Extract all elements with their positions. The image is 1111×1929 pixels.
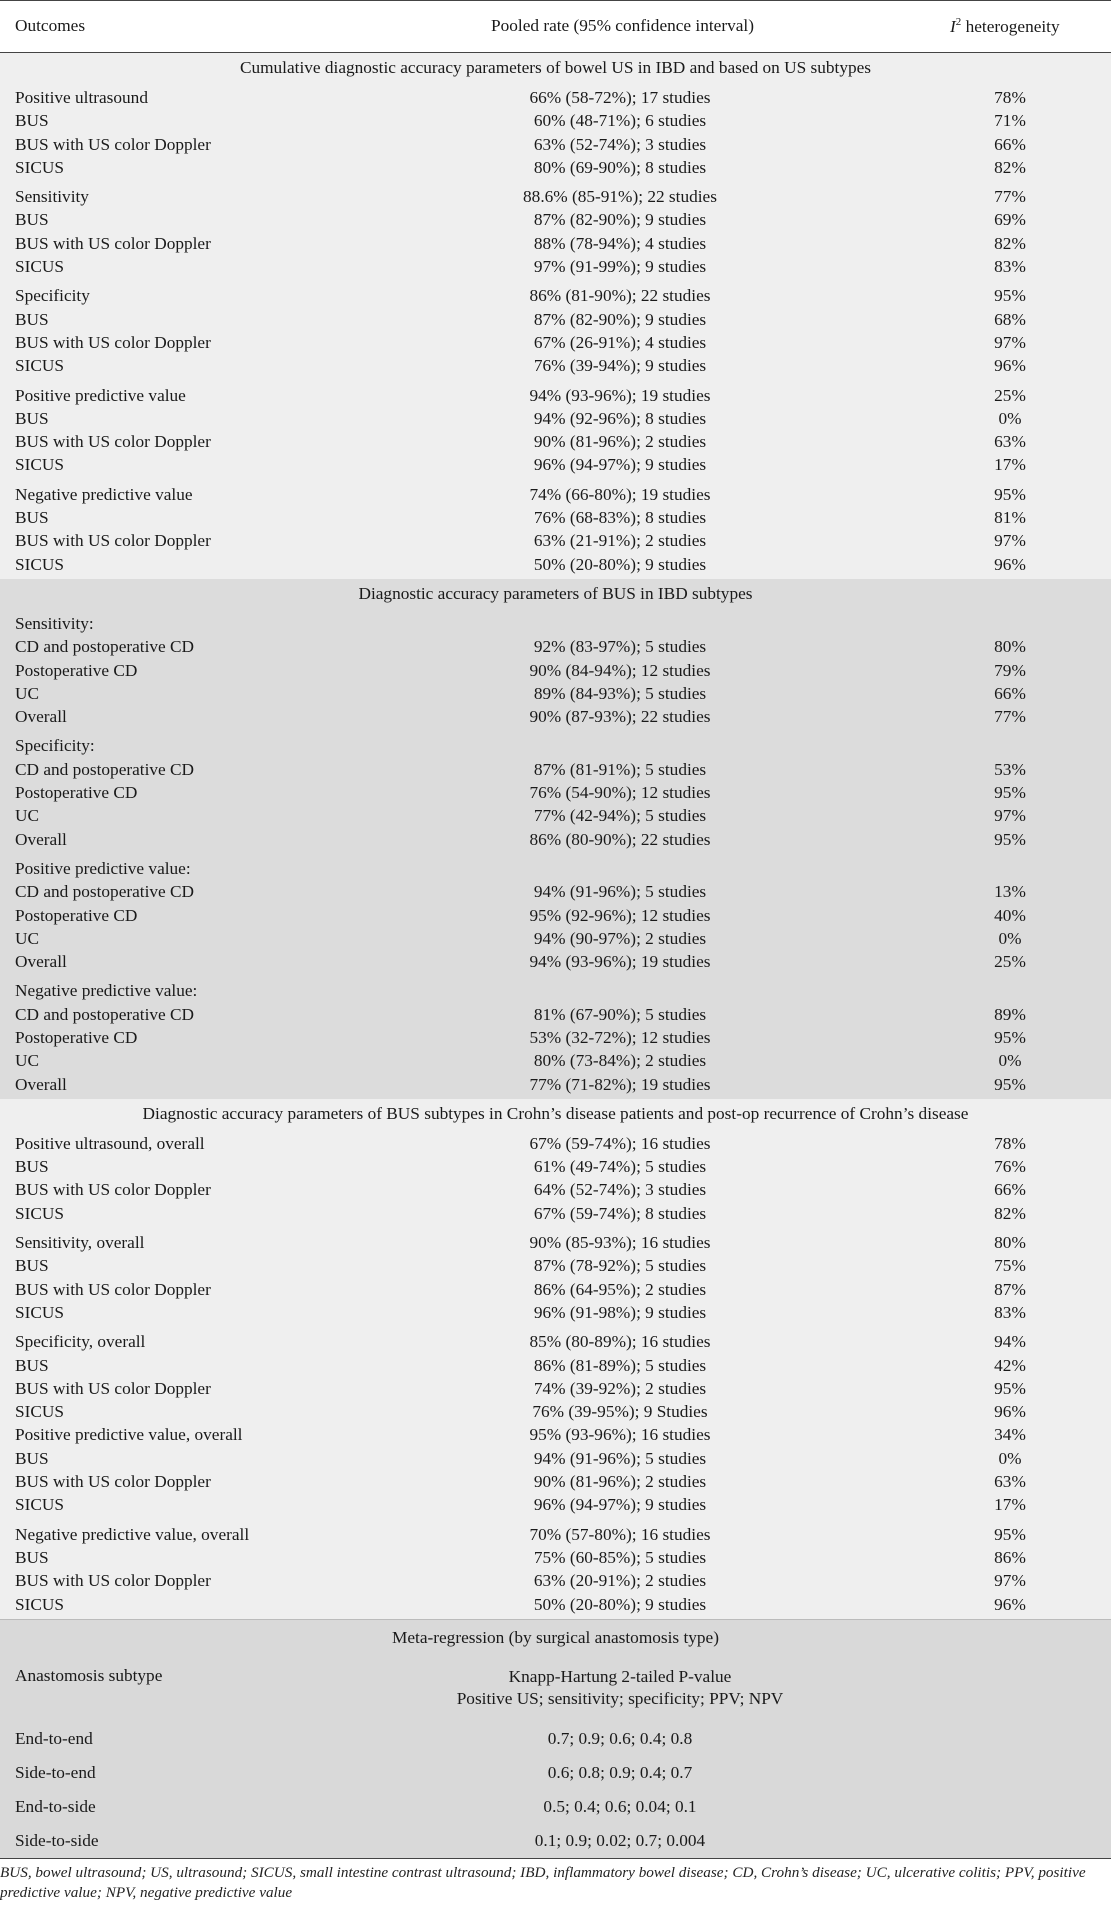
table-row [0,1003,1111,1026]
heterogeneity-cell: 77% [994,187,1026,207]
heterogeneity-cell: 96% [994,356,1026,376]
pooled-rate-cell: 63% (21-91%); 2 studies [533,531,707,551]
anastomosis-subtype-cell: Side-to-side [15,1830,99,1850]
outcome-cell: Postoperative CD [15,1027,138,1047]
table-row [0,255,1111,278]
table-row [0,354,1111,377]
outcome-cell: Postoperative CD [15,660,138,680]
outcome-cell: BUS [15,111,49,131]
heterogeneity-cell: 25% [994,385,1026,405]
pooled-rate-cell: 50% (20-80%); 9 studies [533,1594,707,1614]
table-row [0,857,1111,880]
outcome-cell: BUS with US color Doppler [15,432,211,452]
row-group [0,381,1111,480]
header-outcomes: Outcomes [15,16,86,35]
table-row [0,705,1111,728]
table-row [0,156,1111,179]
outcome-cell: UC [15,806,40,826]
pooled-rate-cell: 80% (73-84%); 2 studies [533,1051,707,1071]
table-row [0,1470,1111,1493]
table-row [0,682,1111,705]
row-group [0,1327,1111,1519]
outcome-cell: CD and postoperative CD [15,759,195,779]
pooled-rate-cell: 70% (57-80%); 16 studies [529,1524,711,1544]
pooled-rate-cell: 88% (78-94%); 4 studies [533,233,707,253]
heterogeneity-cell: 17% [994,1495,1026,1515]
pooled-rate-cell: 90% (84-94%); 12 studies [529,660,711,680]
pooled-rate-cell: 90% (81-96%); 2 studies [533,432,707,452]
table-row [0,1447,1111,1470]
table-row [0,1155,1111,1178]
heterogeneity-cell: 71% [994,111,1026,131]
meta-regression-row [0,1756,1111,1790]
row-group [0,83,1111,182]
outcome-cell: Negative predictive value: [15,981,198,1001]
outcome-cell: Overall [15,952,67,972]
table-section [0,579,1111,1099]
table-row [0,880,1111,903]
pooled-rate-cell: 90% (87-93%); 22 studies [529,707,711,727]
heterogeneity-cell: 34% [994,1425,1026,1445]
table-row [0,950,1111,973]
outcome-cell: Negative predictive value, overall [15,1524,250,1544]
heterogeneity-cell: 96% [994,1594,1026,1614]
table-row [0,1330,1111,1353]
heterogeneity-cell: 63% [994,1472,1026,1492]
table-body [0,53,1111,1619]
table-row [0,430,1111,453]
meta-regression-rows [0,1722,1111,1858]
heterogeneity-cell: 80% [994,637,1026,657]
table-row [0,659,1111,682]
heterogeneity-cell: 53% [994,759,1026,779]
outcome-cell: Specificity: [15,736,95,756]
outcome-cell: Positive ultrasound [15,88,148,107]
pooled-rate-cell: 63% (20-91%); 2 studies [533,1571,707,1591]
heterogeneity-cell: 17% [994,455,1026,475]
p-value-cell: 0.1; 0.9; 0.02; 0.7; 0.004 [534,1830,706,1850]
outcome-cell: Overall [15,1074,67,1094]
section-title: Diagnostic accuracy parameters of BUS in IBD subtypes [358,583,753,603]
pooled-rate-cell: 67% (59-74%); 16 studies [529,1133,711,1153]
outcome-cell: SICUS [15,1203,64,1223]
table-header [0,0,1111,53]
outcome-cell: Sensitivity: [15,613,94,633]
pooled-rate-cell: 67% (26-91%); 4 studies [533,332,707,352]
outcome-cell: SICUS [15,1302,64,1322]
table-row [0,308,1111,331]
meta-regression-row [0,1824,1111,1858]
heterogeneity-cell: 95% [994,1378,1026,1398]
row-group [0,976,1111,1098]
outcome-cell: BUS [15,1256,49,1276]
heterogeneity-cell: 83% [994,257,1026,277]
table-row [0,284,1111,307]
heterogeneity-cell: 40% [994,905,1026,925]
pooled-rate-cell: 94% (92-96%); 8 studies [533,408,707,428]
outcome-cell: CD and postoperative CD [15,1004,195,1024]
meta-regression-row [0,1790,1111,1824]
outcome-cell: SICUS [15,257,64,277]
heterogeneity-cell: 95% [994,783,1026,803]
outcome-cell: BUS with US color Doppler [15,1180,211,1200]
outcome-cell: BUS [15,210,49,230]
table-row [0,529,1111,552]
row-group [0,1520,1111,1619]
row-group [0,480,1111,579]
heterogeneity-cell: 95% [994,1074,1026,1094]
meta-regression-header [0,1656,1111,1722]
pooled-rate-cell: 87% (82-90%); 9 studies [533,210,707,230]
anastomosis-subtype-cell: End-to-side [15,1796,96,1816]
pooled-rate-cell: 74% (66-80%); 19 studies [529,484,711,504]
meta-header-pvalue-line2: Positive US; sensitivity; specificity; PPV; NPV [456,1688,784,1708]
heterogeneity-cell: 66% [994,134,1026,154]
pooled-rate-cell: 87% (78-92%); 5 studies [533,1256,707,1276]
table-row [0,1026,1111,1049]
heterogeneity-cell: 0% [998,1448,1022,1468]
meta-header-subtype: Anastomosis subtype [15,1665,163,1685]
heterogeneity-cell: 82% [994,1203,1026,1223]
heterogeneity-cell: 89% [994,1004,1026,1024]
outcome-cell: BUS [15,1448,49,1468]
table-row [0,483,1111,506]
outcome-cell: BUS with US color Doppler [15,1279,211,1299]
meta-regression-title: Meta-regression (by surgical anastomosis type) [392,1627,719,1647]
table-row [0,927,1111,950]
pooled-rate-cell: 86% (64-95%); 2 studies [533,1279,707,1299]
section-title: Cumulative diagnostic accuracy parameters of bowel US in IBD and based on US subtypes [239,58,872,77]
outcome-cell: SICUS [15,554,64,574]
heterogeneity-cell: 79% [994,660,1026,680]
heterogeneity-cell: 80% [994,1233,1026,1253]
pooled-rate-cell: 77% (71-82%); 19 studies [529,1074,711,1094]
pooled-rate-cell: 86% (81-90%); 22 studies [529,286,711,306]
heterogeneity-cell: 97% [994,332,1026,352]
pooled-rate-cell: 94% (93-96%); 19 studies [529,952,711,972]
pooled-rate-cell: 76% (39-94%); 9 studies [533,356,707,376]
heterogeneity-cell: 87% [994,1279,1026,1299]
pooled-rate-cell: 85% (80-89%); 16 studies [529,1332,711,1352]
table-row [0,1593,1111,1616]
outcome-cell: BUS with US color Doppler [15,531,211,551]
meta-header-pvalue-line1: Knapp-Hartung 2-tailed P-value [508,1666,732,1686]
outcome-cell: Overall [15,707,67,727]
pooled-rate-cell: 87% (81-91%); 5 studies [533,759,707,779]
heterogeneity-cell: 13% [994,882,1026,902]
table-row [0,506,1111,529]
heterogeneity-cell: 95% [994,829,1026,849]
row-group [0,182,1111,281]
outcome-cell: Postoperative CD [15,905,138,925]
outcome-cell: BUS [15,309,49,329]
pooled-rate-cell: 74% (39-92%); 2 studies [533,1378,707,1398]
table-row [0,1073,1111,1096]
table-row [0,1423,1111,1446]
table-row [0,1178,1111,1201]
meta-regression-section [0,1619,1111,1858]
outcome-cell: Postoperative CD [15,783,138,803]
table-row [0,208,1111,231]
header-heterogeneity-label: heterogeneity [961,16,1060,36]
outcome-cell: BUS with US color Doppler [15,1378,211,1398]
outcome-cell: BUS [15,1157,49,1177]
heterogeneity-cell: 94% [994,1332,1026,1352]
table-row [0,758,1111,781]
table-section [0,1099,1111,1619]
table-row [0,781,1111,804]
pooled-rate-cell: 50% (20-80%); 9 studies [533,554,707,574]
anastomosis-subtype-cell: Side-to-end [15,1762,96,1782]
pooled-rate-cell: 67% (59-74%); 8 studies [533,1203,707,1223]
outcome-cell: SICUS [15,356,64,376]
table-row [0,804,1111,827]
pooled-rate-cell: 75% (60-85%); 5 studies [533,1547,707,1567]
outcome-cell: UC [15,683,40,703]
heterogeneity-cell: 76% [994,1157,1026,1177]
pooled-rate-cell: 60% (48-71%); 6 studies [533,111,707,131]
outcome-cell: BUS with US color Doppler [15,332,211,352]
table-row [0,1569,1111,1592]
outcome-cell: SICUS [15,455,64,475]
row-group [0,731,1111,853]
heterogeneity-cell: 86% [994,1547,1026,1567]
outcome-cell: BUS with US color Doppler [15,233,211,253]
outcome-cell: BUS [15,408,49,428]
table-row [0,1377,1111,1400]
outcome-cell: BUS [15,1355,49,1375]
table-row [0,1400,1111,1423]
outcome-cell: Overall [15,829,67,849]
outcome-cell: Negative predictive value [15,484,193,504]
heterogeneity-cell: 63% [994,432,1026,452]
pooled-rate-cell: 95% (93-96%); 16 studies [529,1425,711,1445]
heterogeneity-cell: 78% [994,88,1026,107]
outcome-cell: CD and postoperative CD [15,882,195,902]
table-row [0,1354,1111,1377]
heterogeneity-cell: 42% [994,1355,1026,1375]
heterogeneity-cell: 0% [998,1051,1022,1071]
table-row [0,1049,1111,1072]
outcome-cell: Positive predictive value, overall [15,1425,243,1445]
heterogeneity-cell: 68% [994,309,1026,329]
outcome-cell: SICUS [15,1402,64,1422]
row-group [0,854,1111,976]
table-row [0,1231,1111,1254]
row-group [0,1228,1111,1327]
table-row [0,612,1111,635]
header-pooled-rate: Pooled rate (95% confidence interval) [491,16,754,35]
heterogeneity-cell: 66% [994,1180,1026,1200]
row-group [0,281,1111,380]
heterogeneity-cell: 78% [994,1133,1026,1153]
table-row [0,553,1111,576]
heterogeneity-cell: 96% [994,1402,1026,1422]
outcome-cell: Specificity, overall [15,1332,146,1352]
heterogeneity-cell: 95% [994,1027,1026,1047]
meta-header-pvalue [420,1666,820,1710]
pooled-rate-cell: 76% (68-83%); 8 studies [533,508,707,528]
outcome-cell: SICUS [15,1594,64,1614]
table-row [0,331,1111,354]
pooled-rate-cell: 90% (85-93%); 16 studies [529,1233,711,1253]
heterogeneity-cell: 97% [994,806,1026,826]
table-row [0,1254,1111,1277]
pooled-rate-cell: 94% (90-97%); 2 studies [533,928,707,948]
heterogeneity-cell: 95% [994,286,1026,306]
pooled-rate-cell: 92% (83-97%); 5 studies [533,637,707,657]
table-row [0,86,1111,109]
heterogeneity-cell: 97% [994,1571,1026,1591]
outcome-cell: UC [15,928,40,948]
row-group [0,1129,1111,1228]
heterogeneity-cell: 0% [998,408,1022,428]
outcome-cell: Positive ultrasound, overall [15,1133,205,1153]
outcome-cell: CD and postoperative CD [15,637,195,657]
pooled-rate-cell: 96% (94-97%); 9 studies [533,1495,707,1515]
pooled-rate-cell: 87% (82-90%); 9 studies [533,309,707,329]
pooled-rate-cell: 81% (67-90%); 5 studies [533,1004,707,1024]
heterogeneity-cell: 75% [994,1256,1026,1276]
pooled-rate-cell: 77% (42-94%); 5 studies [533,806,707,826]
heterogeneity-cell: 69% [994,210,1026,230]
outcome-cell: Sensitivity [15,187,89,207]
pooled-rate-cell: 90% (81-96%); 2 studies [533,1472,707,1492]
heterogeneity-cell: 96% [994,554,1026,574]
pooled-rate-cell: 80% (69-90%); 8 studies [533,157,707,177]
heterogeneity-cell: 95% [994,484,1026,504]
meta-regression-row [0,1722,1111,1756]
pooled-rate-cell: 95% (92-96%); 12 studies [529,905,711,925]
pooled-rate-cell: 63% (52-74%); 3 studies [533,134,707,154]
pooled-rate-cell: 88.6% (85-91%); 22 studies [523,187,717,207]
pooled-rate-cell: 97% (91-99%); 9 studies [533,257,707,277]
heterogeneity-cell: 82% [994,157,1026,177]
anastomosis-subtype-cell: End-to-end [15,1728,93,1748]
header-heterogeneity-exponent: 2 [955,16,962,28]
outcome-cell: BUS with US color Doppler [15,134,211,154]
row-group [0,609,1111,731]
table-row [0,232,1111,255]
p-value-cell: 0.7; 0.9; 0.6; 0.4; 0.8 [547,1728,693,1748]
table-row [0,453,1111,476]
table-row [0,1301,1111,1324]
pooled-rate-cell: 61% (49-74%); 5 studies [533,1157,707,1177]
table-row [0,1493,1111,1516]
outcome-cell: Positive predictive value: [15,858,191,878]
pooled-rate-cell: 89% (84-93%); 5 studies [533,683,707,703]
pooled-rate-cell: 53% (32-72%); 12 studies [529,1027,711,1047]
outcome-cell: BUS [15,508,49,528]
header-heterogeneity-symbol: I [950,16,956,36]
heterogeneity-cell: 97% [994,531,1026,551]
pooled-rate-cell: 76% (54-90%); 12 studies [529,783,711,803]
outcome-cell: Positive predictive value [15,385,186,405]
table-row [0,407,1111,430]
table-row [0,1202,1111,1225]
pooled-rate-cell: 86% (80-90%); 22 studies [529,829,711,849]
heterogeneity-cell: 66% [994,683,1026,703]
outcome-cell: SICUS [15,157,64,177]
header-heterogeneity [950,16,1060,37]
outcome-cell: Sensitivity, overall [15,1233,145,1253]
table-row [0,1278,1111,1301]
table-row [0,734,1111,757]
pooled-rate-cell: 86% (81-89%); 5 studies [533,1355,707,1375]
outcome-cell: BUS [15,1547,49,1567]
heterogeneity-cell: 95% [994,1524,1026,1544]
table-row [0,133,1111,156]
table-row [0,185,1111,208]
pooled-rate-cell: 94% (91-96%); 5 studies [533,882,707,902]
table-row [0,828,1111,851]
section-title: Diagnostic accuracy parameters of BUS subtypes in Crohn’s disease patients and post-op recurrence of Crohn’s disease [142,1103,969,1123]
outcome-cell: UC [15,1051,40,1071]
outcome-cell: BUS with US color Doppler [15,1472,211,1492]
heterogeneity-cell: 82% [994,233,1026,253]
table-row [0,904,1111,927]
heterogeneity-cell: 83% [994,1302,1026,1322]
heterogeneity-cell: 25% [994,952,1026,972]
table-footnote: BUS, bowel ultrasound; US, ultrasound; SICUS, small intestine contrast ultrasound; IBD, inflammatory bowel disease; CD, Crohn’s disease; UC, ulcerative colitis; PPV, positive predictive value; NPV, negative predictive value [0,1858,1111,1903]
table-row [0,979,1111,1002]
table-section [0,53,1111,579]
table-row [0,635,1111,658]
pooled-rate-cell: 96% (94-97%); 9 studies [533,455,707,475]
p-value-cell: 0.5; 0.4; 0.6; 0.04; 0.1 [543,1796,697,1816]
pooled-rate-cell: 76% (39-95%); 9 Studies [532,1402,708,1422]
heterogeneity-cell: 77% [994,707,1026,727]
heterogeneity-cell: 0% [998,928,1022,948]
outcome-cell: Specificity [15,286,90,306]
pooled-rate-cell: 94% (93-96%); 19 studies [529,385,711,405]
table-row [0,109,1111,132]
pooled-rate-cell: 94% (91-96%); 5 studies [533,1448,707,1468]
pooled-rate-cell: 96% (91-98%); 9 studies [533,1302,707,1322]
outcome-cell: BUS with US color Doppler [15,1571,211,1591]
outcome-cell: SICUS [15,1495,64,1515]
heterogeneity-cell: 81% [994,508,1026,528]
pooled-rate-cell: 66% (58-72%); 17 studies [529,88,711,107]
pooled-rate-cell: 64% (52-74%); 3 studies [533,1180,707,1200]
table-row [0,1132,1111,1155]
table-row [0,1546,1111,1569]
p-value-cell: 0.6; 0.8; 0.9; 0.4; 0.7 [547,1762,693,1782]
table-row [0,1523,1111,1546]
table-row [0,384,1111,407]
